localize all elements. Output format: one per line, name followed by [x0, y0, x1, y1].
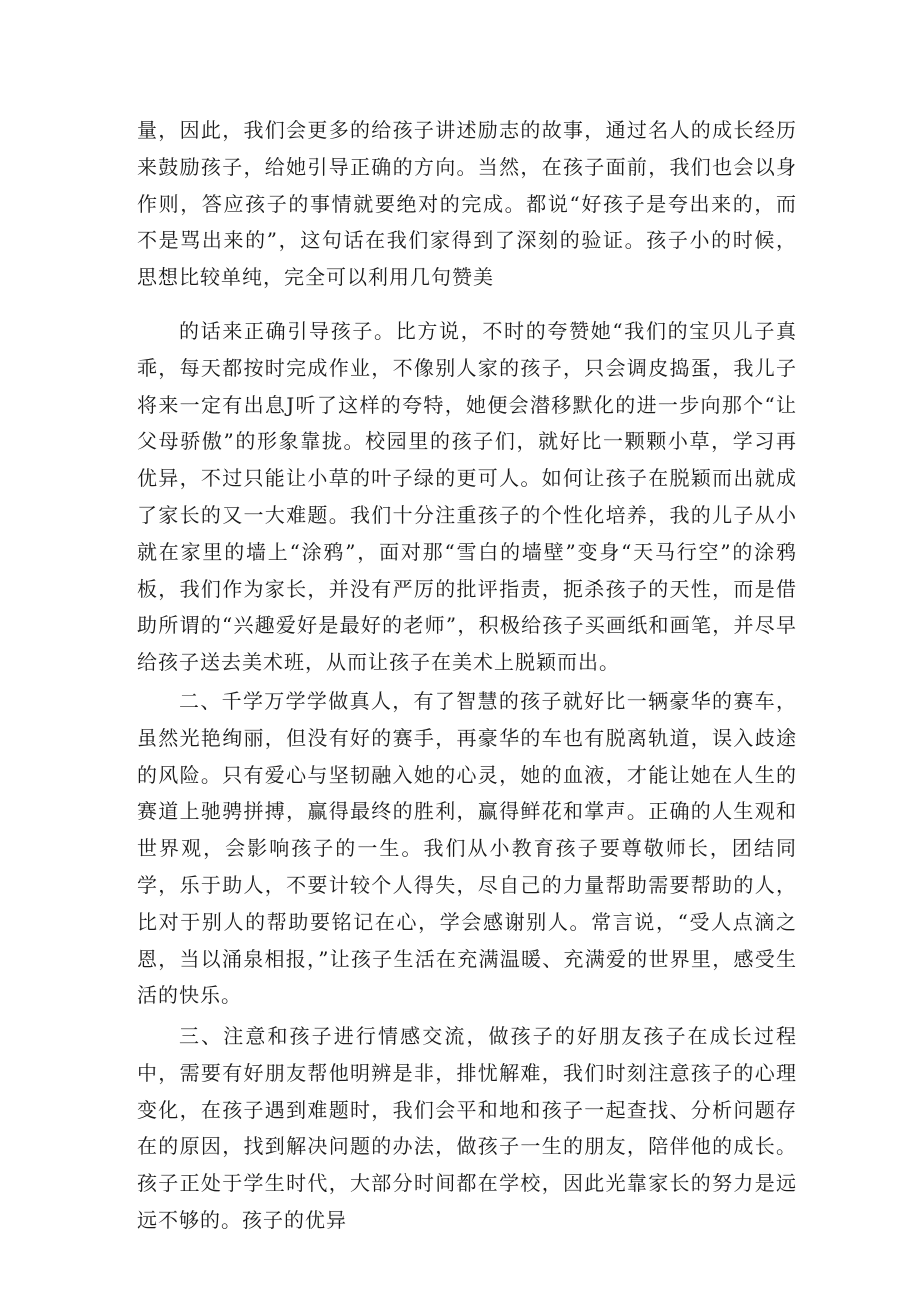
paragraph-section-three: 三、注意和孩子进行情感交流，做孩子的好朋友孩子在成长过程中，需要有好朋友帮他明辨是非，排忧解难，我们时刻注意孩子的心理变化，在孩子遇到难题时，我们会平和地和孩子一起查找、分析问题存在的原因，找到解决问题的办法，做孩子一生的朋友，陪伴他的成长。孩子正处于学生时代，大部分时间都在学校，因此光靠家长的努力是远远不够的。孩子的优异 — [137, 1024, 797, 1232]
paragraph-praise-guidance: 的话来正确引导孩子。比方说，不时的夸赞她“我们的宝贝儿子真乖，每天都按时完成作业，不像别人家的孩子，只会调皮捣蛋，我儿子将来一定有出息J听了这样的夸特，她便会潜移默化的进一步向那个“让父母骄傲”的形象靠拢。校园里的孩子们，就好比一颗颗小草，学习再优异，不过只能让小草的叶子绿的更可人。如何让孩子在脱颖而出就成了家长的又一大难题。我们十分注重孩子的个性化培养，我的儿子从小就在家里的墙上“涂鸦”，面对那“雪白的墙壁”变身“天马行空”的涂鸦板，我们作为家长，并没有严厉的批评指责，扼杀孩子的天性，而是借助所谓的“兴趣爱好是最好的老师”，积极给孩子买画纸和画笔，并尽早给孩子送去美术班，从而让孩子在美术上脱颖而出。 — [137, 319, 797, 675]
paragraph-continuation: 量，因此，我们会更多的给孩子讲述励志的故事，通过名人的成长经历来鼓励孩子，给她引导正确的方向。当然，在孩子面前，我们也会以身作则，答应孩子的事情就要绝对的完成。都说“好孩子是夸出来的，而不是骂出来的”，这句话在我们家得到了深刻的验证。孩子小的时候，思想比较单纯，完全可以利用几句赞美 — [137, 118, 797, 290]
paragraph-section-two: 二、千学万学学做真人，有了智慧的孩子就好比一辆豪华的赛车，虽然光艳绚丽，但没有好的赛手，再豪华的车也有脱离轨道，误入歧途的风险。只有爱心与坚韧融入她的心灵，她的血液，才能让她在人生的赛道上驰骋拼搏，赢得最终的胜利，赢得鲜花和掌声。正确的人生观和世界观，会影响孩子的一生。我们从小教育孩子要尊敬师长，团结同学，乐于助人，不要计较个人得失，尽自己的力量帮助需要帮助的人，比对于别人的帮助要铭记在心，学会感谢别人。常言说，“受人点滴之恩，当以涌泉相报，”让孩子生活在充满温暖、充满爱的世界里，感受生活的快乐。 — [137, 689, 797, 1008]
